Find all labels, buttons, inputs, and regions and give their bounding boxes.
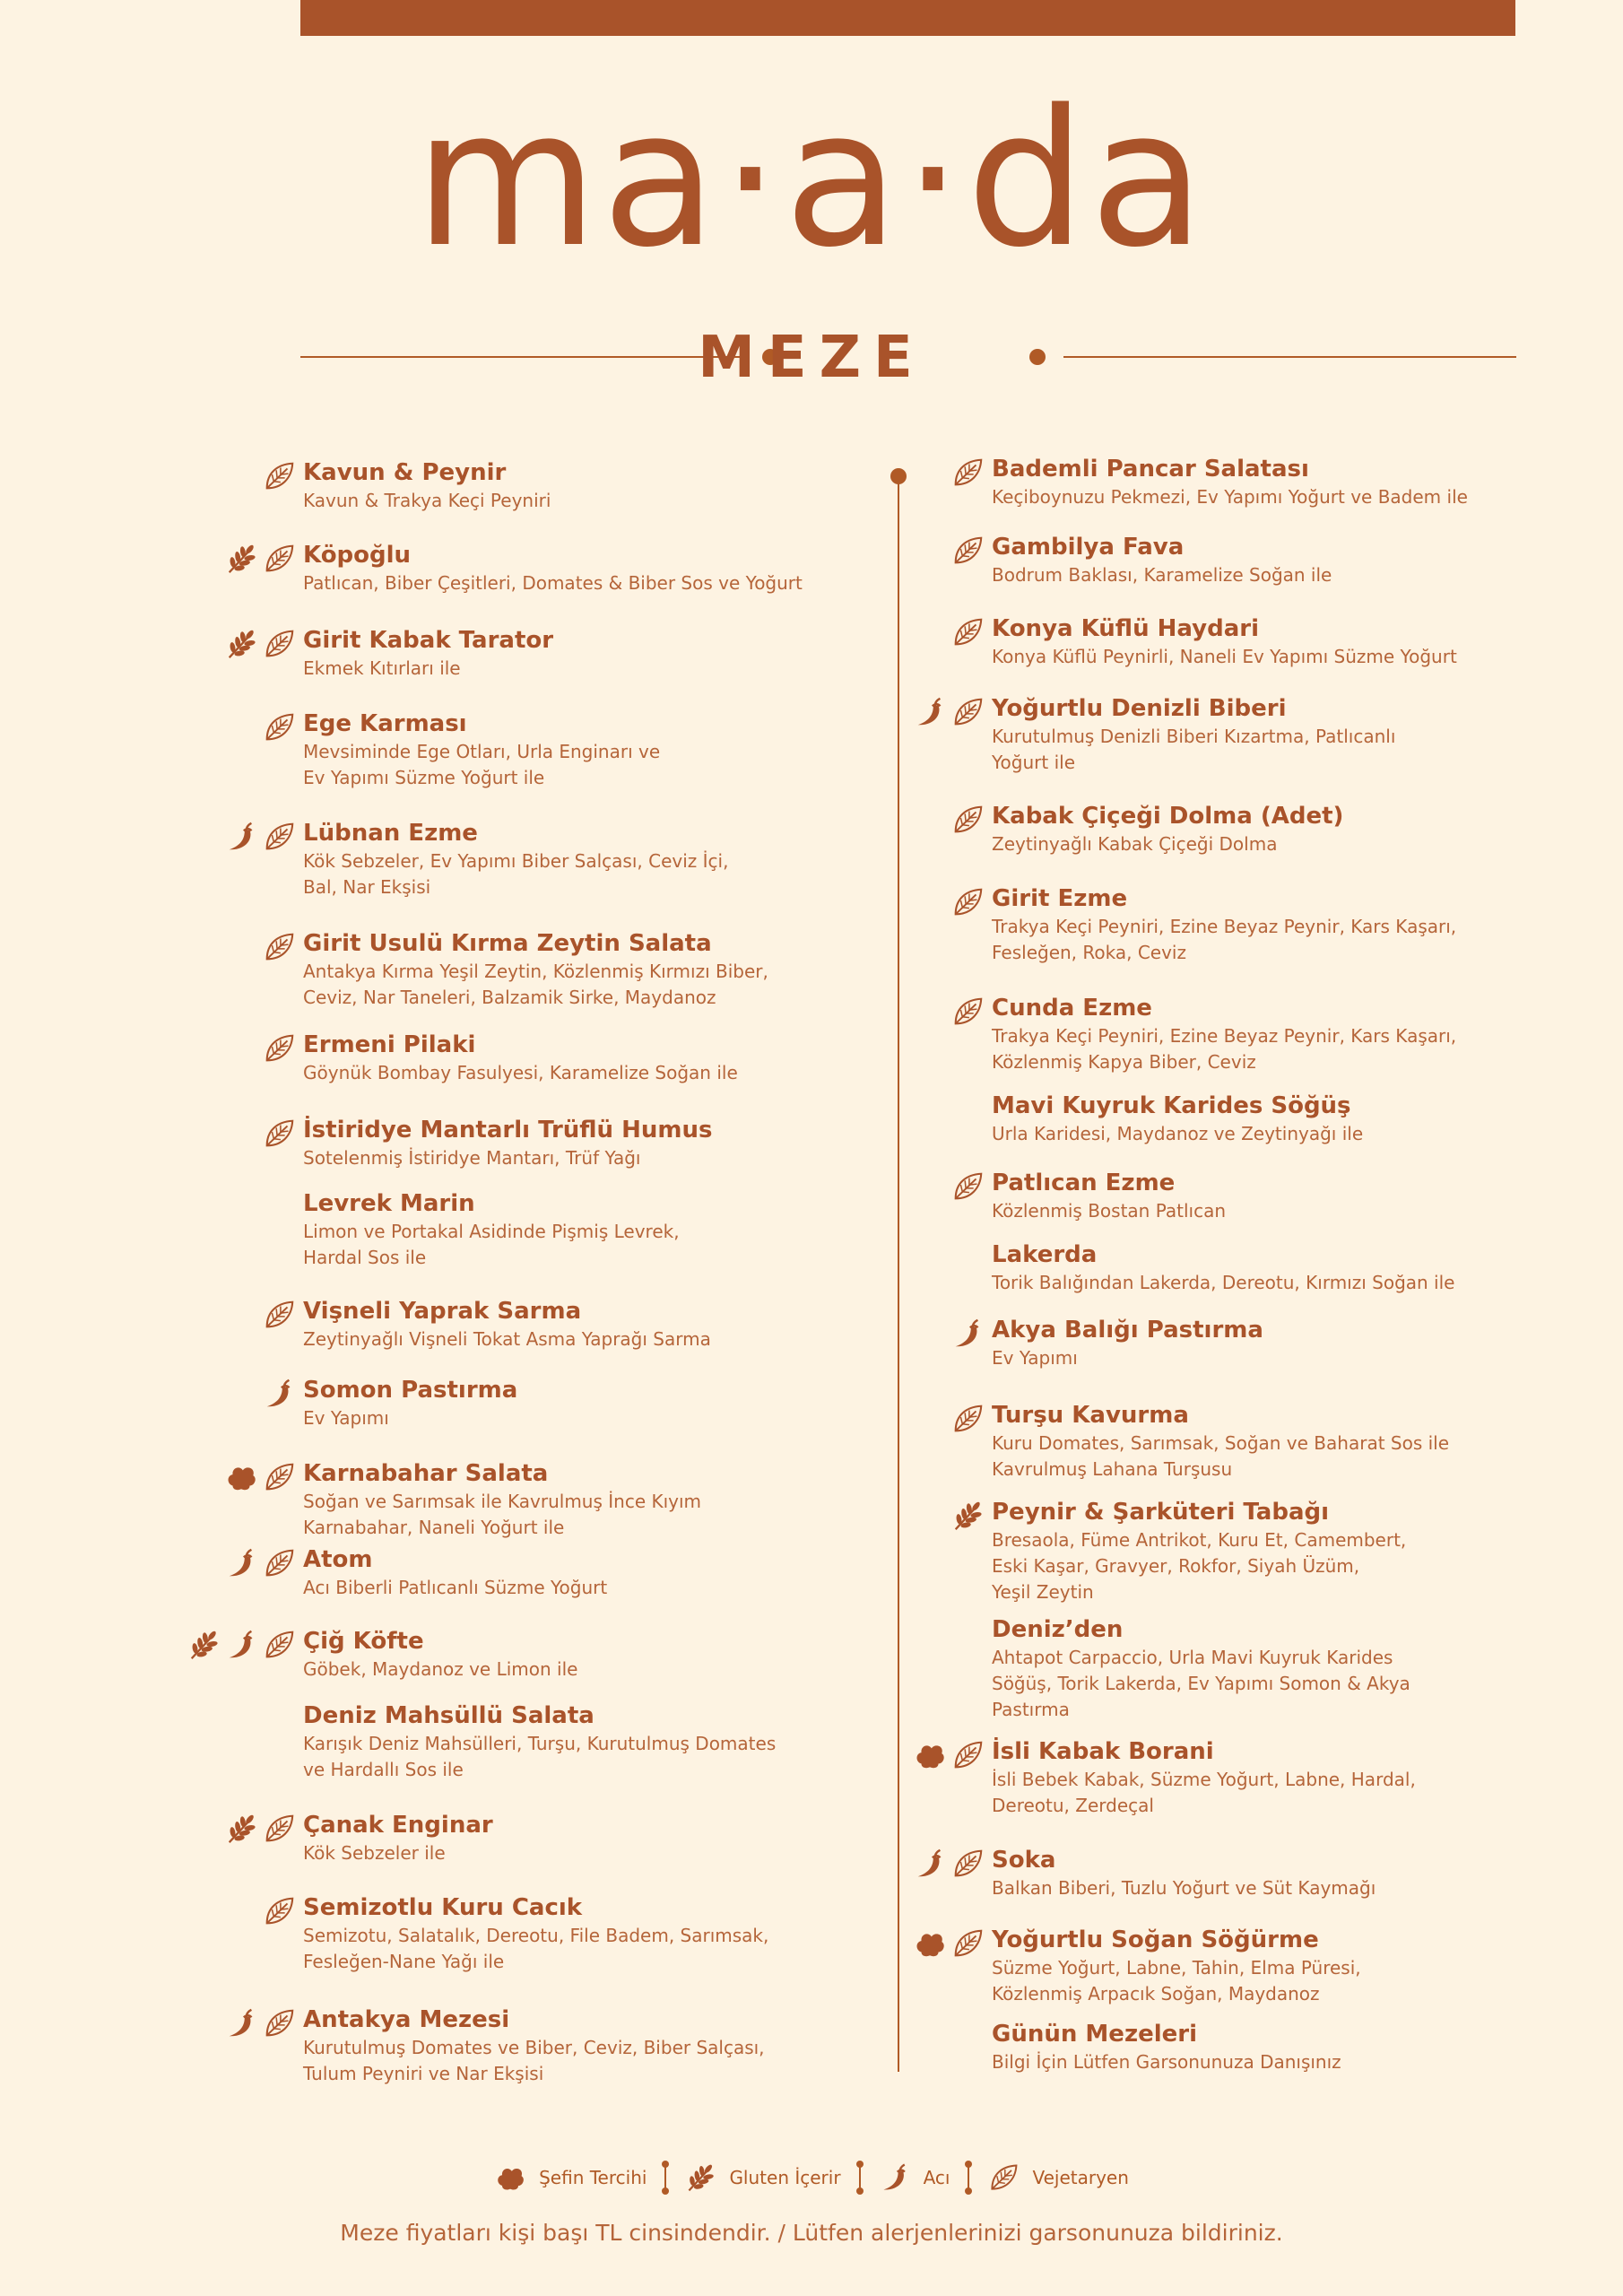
description-line: Ev Yapımı Süzme Yoğurt ile [303,767,545,788]
menu-item-icons [224,820,296,854]
menu-item [992,801,1343,857]
menu-item-name: Gambilya Fava [992,534,1185,561]
menu-item [303,1626,577,1683]
menu-item-description [992,1645,1410,1723]
description-line: Göynük Bombay Fasulyesi, Karamelize Soğan ile [303,1062,738,1083]
description-line: Soğan ve Sarımsak ile Kavrulmuş İnce Kıyım [303,1491,702,1512]
leaf-icon [262,1894,296,1928]
menu-item [303,1700,776,1783]
menu-item [303,1115,712,1171]
menu-item-name: Lübnan Ezme [303,820,478,847]
menu-item-name: Karnabahar Salata [303,1460,549,1487]
description-line: Hardal Sos ile [303,1247,427,1268]
menu-item [992,1239,1454,1296]
menu-item-name: İsli Kabak Borani [992,1738,1214,1765]
chef-icon [224,1460,258,1494]
menu-item [303,1188,680,1271]
description-line: Ahtapot Carpaccio, Urla Mavi Kuyruk Karides [992,1647,1393,1668]
menu-item-icons [950,803,985,837]
leaf-icon [987,2161,1020,2194]
menu-item [303,1810,493,1866]
pepper-icon [224,820,258,854]
column-divider-dot [890,468,907,484]
wheat-icon [224,627,258,661]
menu-item-description [303,959,768,1011]
pepper-icon [262,1377,296,1411]
menu-item-name: Levrek Marin [303,1190,475,1217]
menu-item-description [992,914,1456,966]
menu-item-description [992,1345,1263,1371]
menu-item [303,818,728,900]
menu-item-icons [187,1628,296,1662]
menu-item-name: Yoğurtlu Denizli Biberi [992,695,1287,722]
description-line: Göbek, Maydanoz ve Limon ile [303,1658,578,1680]
menu-item-icons [262,1031,296,1065]
menu-item [992,1925,1361,2007]
menu-item-name: Antakya Mezesi [303,2006,510,2033]
menu-item [303,1375,517,1431]
section-title: MEZE [698,325,925,391]
menu-item-description [303,488,551,514]
leaf-icon [262,1117,296,1151]
leaf-icon [262,542,296,576]
menu-item [992,1497,1406,1605]
menu-item-name: Mavi Kuyruk Karides Söğüş [992,1092,1351,1119]
menu-item-description [303,1489,701,1541]
menu-item-icons [913,695,985,729]
description-line: Sotelenmiş İstiridye Mantarı, Trüf Yağı [303,1147,641,1169]
menu-item [303,1458,701,1541]
menu-item [303,928,768,1011]
wheat-icon [224,1812,258,1846]
wheat-icon [224,542,258,576]
menu-item-description [992,484,1468,510]
menu-item [992,1168,1226,1224]
menu-item-name: Bademli Pancar Salatası [992,456,1309,483]
description-line: Trakya Keçi Peyniri, Ezine Beyaz Peynir, Kars Kaşarı, [992,916,1457,937]
legend [0,2161,1623,2194]
divider-right [1063,356,1516,358]
menu-item-description [303,1731,776,1783]
menu-item-icons [950,1317,985,1351]
menu-item-name: Çiğ Köfte [303,1628,424,1655]
menu-item-name: Akya Balığı Pastırma [992,1317,1263,1344]
menu-item-icons [224,1460,296,1494]
menu-item-description [303,2035,765,2087]
leaf-icon [262,710,296,744]
leaf-icon [950,1738,985,1772]
menu-item [303,1030,738,1086]
description-line: Trakya Keçi Peyniri, Ezine Beyaz Peynir, Kars Kaşarı, [992,1025,1457,1047]
description-line: Kurutulmuş Denizli Biberi Kızartma, Patlıcanlı [992,726,1396,747]
menu-item-description [992,1121,1363,1147]
menu-item-icons [950,885,985,919]
menu-item-description [992,644,1457,670]
leaf-icon [950,695,985,729]
description-line: Karışık Deniz Mahsülleri, Turşu, Kurutulmuş Domates [303,1733,777,1754]
menu-item-description [303,1145,712,1171]
description-line: Fesleğen, Roka, Ceviz [992,942,1186,963]
menu-item-description [992,1431,1449,1483]
menu-item-description [303,1060,738,1086]
menu-item [303,1892,768,1975]
description-line: Kuru Domates, Sarımsak, Soğan ve Baharat Sos ile [992,1432,1450,1454]
menu-item-description [992,562,1332,588]
menu-item-description [992,1198,1226,1224]
leaf-icon [950,615,985,649]
menu-item-name: İstiridye Mantarlı Trüflü Humus [303,1117,713,1144]
description-line: Kavun & Trakya Keçi Peyniri [303,490,551,511]
menu-item-description [992,1527,1406,1605]
leaf-icon [950,1170,985,1204]
leaf-icon [262,1628,296,1662]
description-line: Konya Küflü Peynirli, Naneli Ev Yapımı Süzme Yoğurt [992,646,1457,667]
menu-item [992,883,1456,966]
menu-item-description [303,1575,607,1601]
description-line: Limon ve Portakal Asidinde Pişmiş Levrek, [303,1221,680,1242]
description-line: Kök Sebzeler ile [303,1842,446,1864]
menu-item-name: Semizotlu Kuru Cacık [303,1894,583,1921]
menu-item-description [992,724,1395,776]
menu-item-icons [950,1499,985,1533]
menu-item [992,613,1457,670]
menu-item-name: Ermeni Pilaki [303,1031,476,1058]
description-line: Bodrum Baklası, Karamelize Soğan ile [992,564,1332,586]
menu-item-description [303,1405,517,1431]
leaf-icon [262,459,296,493]
description-line: Bresaola, Füme Antrikot, Kuru Et, Camembert, [992,1529,1407,1551]
menu-item-description [303,1657,577,1683]
pepper-icon [224,1628,258,1662]
description-line: Söğüş, Torik Lakerda, Ev Yapımı Somon & Akya [992,1673,1410,1694]
menu-item [992,693,1395,776]
menu-item-icons [913,1847,985,1881]
description-line: Ceviz, Nar Taneleri, Balzamik Sirke, Maydanoz [303,987,716,1008]
description-line: Urla Karidesi, Maydanoz ve Zeytinyağı ile [992,1123,1364,1144]
top-bar [300,0,1515,36]
menu-item-name: Girit Kabak Tarator [303,627,554,654]
menu-item-name: Günün Mezeleri [992,2021,1197,2048]
leaf-icon [262,930,296,964]
description-line: Közlenmiş Kapya Biber, Ceviz [992,1051,1256,1073]
legend-label: Acı [923,2167,950,2188]
menu-item-description [992,1767,1416,1819]
column-divider [898,475,899,2072]
wheat-icon [187,1628,221,1662]
menu-item-icons [913,1738,985,1772]
menu-item-icons [224,1812,296,1846]
menu-item [303,1544,607,1601]
menu-item-description [303,739,660,791]
legend-separator [859,2164,861,2191]
menu-item-description [303,1923,768,1975]
pepper-icon [224,1546,258,1580]
leaf-icon [262,1460,296,1494]
legend-separator [664,2164,666,2191]
description-line: Ev Yapımı [303,1407,389,1429]
menu-item-name: Kavun & Peynir [303,459,507,486]
description-line: Pastırma [992,1699,1070,1720]
description-line: Süzme Yoğurt, Labne, Tahin, Elma Püresi, [992,1957,1361,1979]
menu-item-name: Girit Ezme [992,885,1128,912]
leaf-icon [950,885,985,919]
menu-item-icons [950,1402,985,1436]
menu-item [303,540,803,596]
leaf-icon [262,1298,296,1332]
legend-label: Vejetaryen [1032,2167,1129,2188]
menu-item-description [303,1840,493,1866]
menu-item [303,709,660,791]
menu-item-description [303,1219,680,1271]
menu-item [992,2019,1341,2075]
menu-item-name: Soka [992,1847,1056,1874]
menu-item [303,1296,711,1352]
menu-item [992,532,1332,588]
leaf-icon [262,1031,296,1065]
description-line: Közlenmiş Arpacık Soğan, Maydanoz [992,1983,1320,2005]
description-line: Közlenmiş Bostan Patlıcan [992,1200,1227,1222]
menu-item-description [303,848,728,900]
leaf-icon [950,1402,985,1436]
menu-item-icons [950,456,985,490]
description-line: Antakya Kırma Yeşil Zeytin, Közlenmiş Kırmızı Biber, [303,961,768,982]
menu-item [992,1845,1376,1901]
legend-label: Gluten İçerir [729,2167,841,2188]
description-line: Mevsiminde Ege Otları, Urla Enginarı ve [303,741,661,762]
menu-item-description [992,1023,1456,1075]
menu-item-description [303,570,803,596]
description-line: Kavrulmuş Lahana Turşusu [992,1458,1233,1480]
description-line: Kurutulmuş Domates ve Biber, Ceviz, Biber Salçası, [303,2037,765,2058]
menu-item-name: Turşu Kavurma [992,1402,1189,1429]
leaf-icon [950,534,985,568]
description-line: Karnabahar, Naneli Yoğurt ile [303,1517,565,1538]
menu-item-name: Kabak Çiçeği Dolma (Adet) [992,803,1344,830]
leaf-icon [950,803,985,837]
menu-item [303,457,551,514]
menu-item [992,454,1468,510]
menu-item-icons [950,995,985,1029]
description-line: Bilgi İçin Lütfen Garsonunuza Danışınız [992,2051,1341,2073]
menu-item-description [303,656,553,682]
menu-item [303,2005,765,2087]
menu-item [992,1614,1410,1723]
menu-item-name: Patlıcan Ezme [992,1170,1176,1196]
leaf-icon [262,1812,296,1846]
menu-item-name: Lakerda [992,1241,1098,1268]
menu-item-name: Peynir & Şarküteri Tabağı [992,1499,1330,1526]
description-line: Acı Biberli Patlıcanlı Süzme Yoğurt [303,1577,608,1598]
menu-item-name: Konya Küflü Haydari [992,615,1259,642]
leaf-icon [262,1546,296,1580]
description-line: Ev Yapımı [992,1347,1078,1369]
wheat-icon [950,1499,985,1533]
divider-dot-right [1029,349,1046,365]
menu-item-name: Deniz’den [992,1616,1124,1643]
pepper-icon [913,1847,947,1881]
pepper-icon [879,2161,911,2194]
description-line: Semizotu, Salatalık, Dereotu, File Badem, Sarımsak, [303,1925,769,1946]
pepper-icon [950,1317,985,1351]
leaf-icon [262,2006,296,2040]
menu-item [992,1091,1363,1147]
description-line: İsli Bebek Kabak, Süzme Yoğurt, Labne, Hardal, [992,1769,1416,1790]
menu-item-icons [224,2006,296,2040]
menu-item-description [303,1326,711,1352]
menu-item-name: Vişneli Yaprak Sarma [303,1298,582,1325]
menu-item [992,993,1456,1075]
leaf-icon [950,456,985,490]
footer-note: Meze fiyatları kişi başı TL cinsindendir. / Lütfen alerjenlerinizi garsonunuza bildiriniz. [340,2220,1283,2246]
leaf-icon [950,1847,985,1881]
menu-item-icons [224,627,296,661]
chef-icon [913,1926,947,1961]
menu-item-icons [262,1117,296,1151]
description-line: Torik Balığından Lakerda, Dereotu, Kırmızı Soğan ile [992,1272,1455,1293]
description-line: Zeytinyağlı Kabak Çiçeği Dolma [992,833,1278,855]
wheat-icon [684,2161,716,2194]
menu-item-description [992,1955,1361,2007]
description-line: Eski Kaşar, Gravyer, Rokfor, Siyah Üzüm, [992,1555,1360,1577]
description-line: Kök Sebzeler, Ev Yapımı Biber Salçası, Ceviz İçi, [303,850,729,872]
menu-item-name: Çanak Enginar [303,1812,493,1839]
menu-item-icons [262,710,296,744]
leaf-icon [262,820,296,854]
chef-icon [494,2161,526,2194]
menu-item-icons [950,534,985,568]
legend-label: Şefin Tercihi [539,2167,647,2188]
menu-item-description [992,831,1343,857]
menu-item-name: Yoğurtlu Soğan Söğürme [992,1926,1319,1953]
menu-item-name: Cunda Ezme [992,995,1152,1022]
brand-logo: ma·a·da [414,69,1209,289]
menu-item-description [992,1875,1376,1901]
menu-item-icons [913,1926,985,1961]
description-line: Keçiboynuzu Pekmezi, Ev Yapımı Yoğurt ve Badem ile [992,486,1468,508]
menu-item-name: Deniz Mahsüllü Salata [303,1702,595,1729]
menu-item-icons [950,1170,985,1204]
pepper-icon [913,695,947,729]
menu-item-icons [262,459,296,493]
menu-item [303,625,553,682]
menu-item-name: Ege Karması [303,710,467,737]
menu-item-name: Köpoğlu [303,542,412,569]
description-line: Tulum Peyniri ve Nar Ekşisi [303,2063,544,2084]
menu-item-icons [950,615,985,649]
description-line: Ekmek Kıtırları ile [303,657,461,679]
description-line: Yoğurt ile [992,752,1076,773]
menu-item [992,1736,1416,1819]
description-line: Balkan Biberi, Tuzlu Yoğurt ve Süt Kaymağı [992,1877,1376,1899]
menu-item-name: Girit Usulü Kırma Zeytin Salata [303,930,712,957]
menu-item-name: Atom [303,1546,373,1573]
menu-item-icons [262,930,296,964]
legend-separator [968,2164,969,2191]
leaf-icon [262,627,296,661]
menu-item-name: Somon Pastırma [303,1377,518,1404]
description-line: Dereotu, Zerdeçal [992,1795,1154,1816]
menu-item-icons [262,1298,296,1332]
menu-item-description [992,1270,1454,1296]
description-line: ve Hardallı Sos ile [303,1759,464,1780]
menu-item [992,1400,1449,1483]
description-line: Zeytinyağlı Vişneli Tokat Asma Yaprağı Sarma [303,1328,711,1350]
menu-item [992,1315,1263,1371]
menu-item-icons [262,1894,296,1928]
leaf-icon [950,1926,985,1961]
menu-item-icons [224,1546,296,1580]
pepper-icon [224,2006,258,2040]
description-line: Patlıcan, Biber Çeşitleri, Domates & Biber Sos ve Yoğurt [303,572,803,594]
menu-item-icons [262,1377,296,1411]
leaf-icon [950,995,985,1029]
description-line: Bal, Nar Ekşisi [303,876,431,898]
description-line: Fesleğen-Nane Yağı ile [303,1951,505,1972]
description-line: Yeşil Zeytin [992,1581,1094,1603]
menu-item-icons [224,542,296,576]
menu-item-description [992,2049,1341,2075]
chef-icon [913,1738,947,1772]
